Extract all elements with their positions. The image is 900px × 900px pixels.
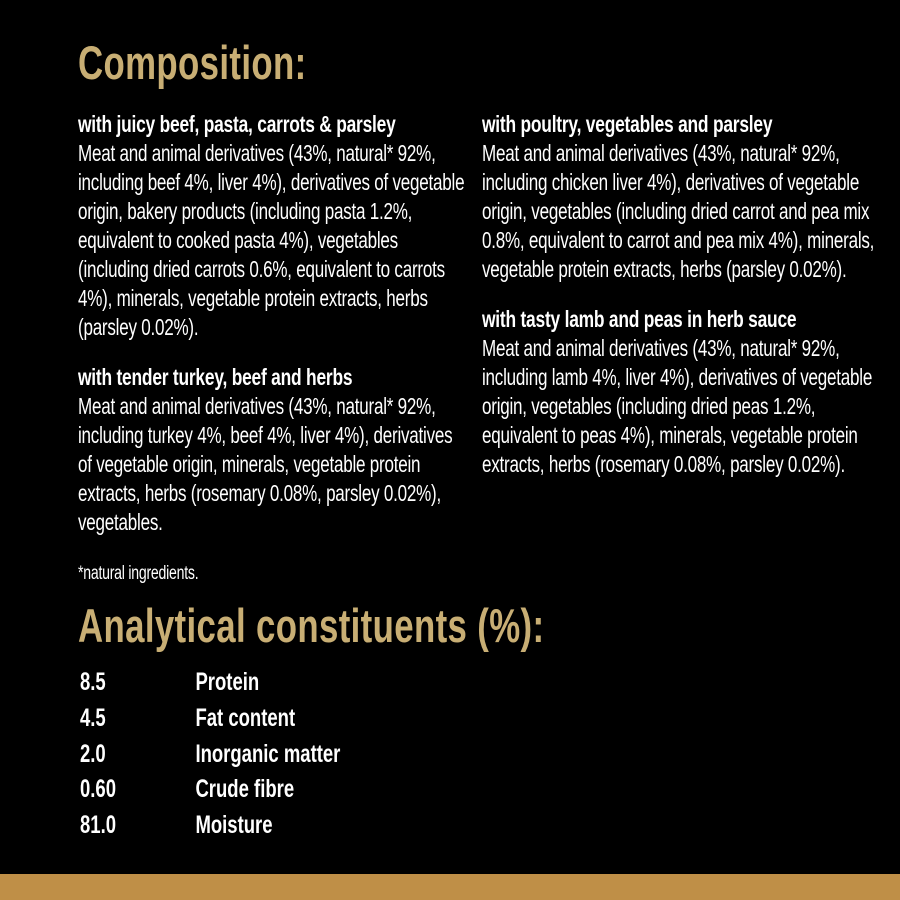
row-value: 81.0: [80, 811, 117, 840]
variant-ingredients: Meat and animal derivatives (43%, natural* 92%, including chicken liver 4%), derivatives of vegetable origin, vegetables (including dried carrot and pea mix 0.8%, equivalent to carrot and pea mix 4%), minerals, vegetable protein extracts, herbs (parsley 0.02%).: [482, 140, 875, 282]
table-row: [80, 737, 554, 773]
variant-heading: with poultry, vegetables and parsley: [482, 111, 773, 137]
ingredient-block: [482, 305, 874, 479]
row-label: Crude fibre: [195, 775, 295, 804]
variant-heading: with juicy beef, pasta, carrots & parsley: [78, 111, 396, 137]
row-label: Inorganic matter: [195, 739, 341, 768]
analytical-constituents-title: Analytical constituents (%):: [78, 599, 545, 652]
variant-heading: with tasty lamb and peas in herb sauce: [482, 306, 797, 332]
natural-ingredients-footnote: *natural ingredients.: [78, 563, 199, 584]
table-row: [80, 772, 554, 808]
row-value: 8.5: [80, 668, 106, 696]
ingredient-block: [482, 110, 874, 284]
composition-column-left: [78, 110, 470, 604]
ingredient-block: [78, 363, 470, 537]
row-label: Fat content: [195, 703, 296, 732]
ingredient-block: [78, 110, 470, 342]
table-row: [80, 808, 554, 844]
table-row: [80, 665, 554, 701]
variant-ingredients: Meat and animal derivatives (43%, natural* 92%, including beef 4%, liver 4%), derivatives of vegetable origin, bakery products (including pasta 1.2%, equivalent to cooked pasta 4%), vegetables (including dried carrots 0.6%, equivalent to carrots 4%), minerals, vegetable protein extracts, herbs (parsley 0.02%).: [78, 140, 465, 340]
variant-heading: with tender turkey, beef and herbs: [78, 364, 353, 390]
row-value: 2.0: [80, 739, 106, 768]
row-value: 0.60: [80, 775, 117, 804]
row-label: Moisture: [195, 811, 273, 840]
row-label: Protein: [195, 668, 260, 696]
row-value: 4.5: [80, 703, 106, 732]
analytical-table: [80, 665, 554, 844]
composition-column-right: [482, 110, 874, 500]
gold-accent-bar: [0, 874, 900, 900]
variant-ingredients: Meat and animal derivatives (43%, natural* 92%, including lamb 4%, liver 4%), derivatives of vegetable origin, vegetables (including dried peas 1.2%, equivalent to peas 4%), minerals, vegetable protein extracts, herbs (rosemary 0.08%, parsley 0.02%).: [482, 335, 873, 477]
composition-title: Composition:: [78, 36, 307, 89]
variant-ingredients: Meat and animal derivatives (43%, natural* 92%, including turkey 4%, beef 4%, liver 4%), derivatives of vegetable origin, minerals, vegetable protein extracts, herbs (rosemary 0.08%, parsley 0.02%), vegetables.: [78, 393, 453, 535]
table-row: [80, 701, 554, 737]
